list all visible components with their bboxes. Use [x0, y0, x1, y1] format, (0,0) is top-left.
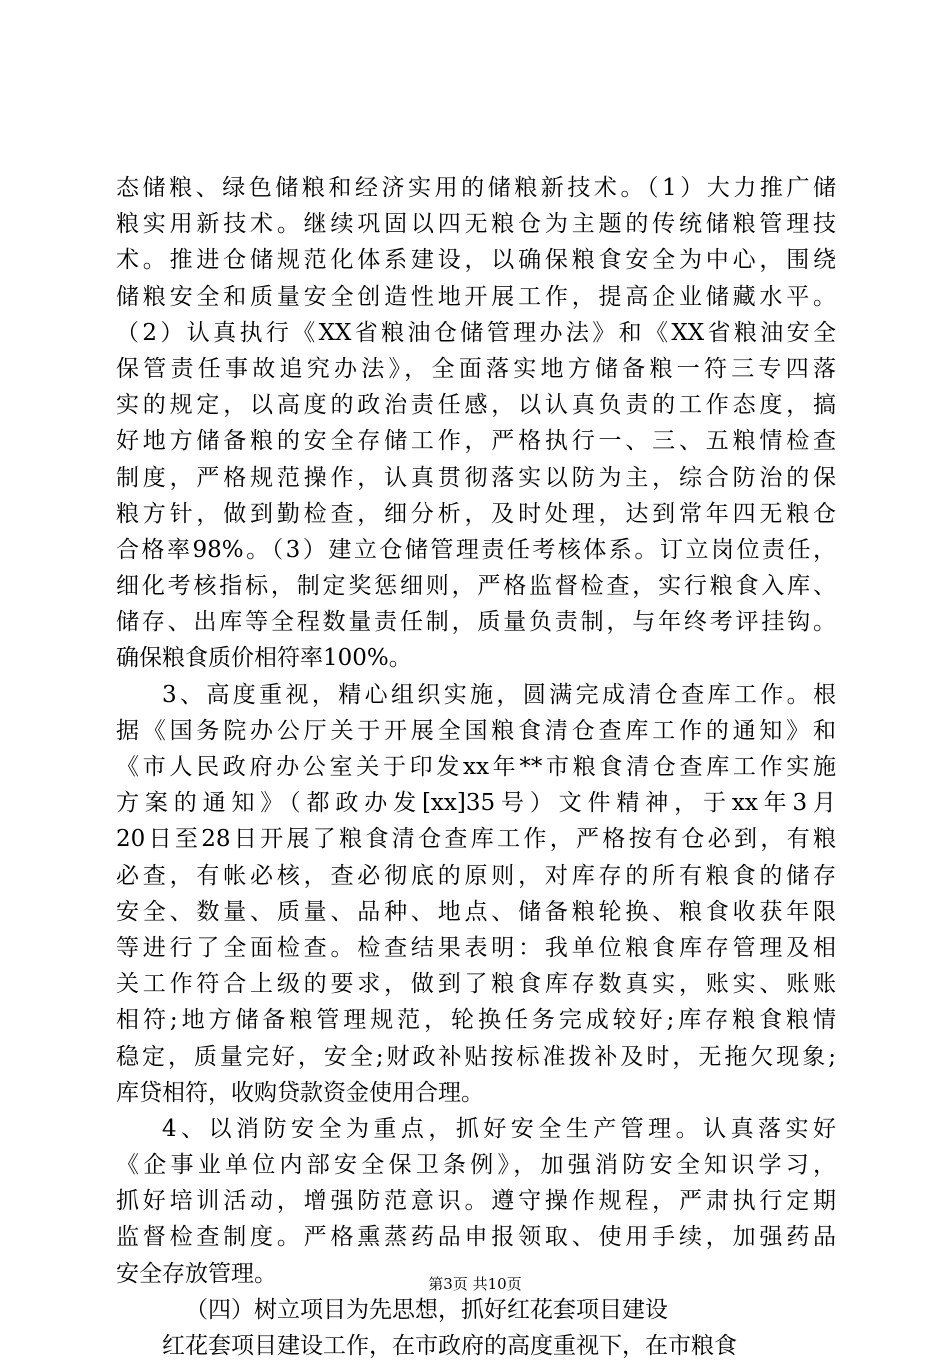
document-body: [116, 170, 836, 1364]
paragraph-start-line: 红花套项目建设工作，在市政府的高度重视下，在市粮食: [162, 1333, 737, 1359]
text-line: 粮方针，做到勤检查，细分析，及时处理，达到常年四无粮仓: [116, 500, 836, 527]
text-line: 保管责任事故追究办法》，全面落实地方储备粮一符三专四落: [116, 355, 836, 382]
text-line: 库贷相符，收购贷款资金使用合理。: [116, 1079, 484, 1106]
text-line: 稳定，质量完好，安全;财政补贴按标准拨补及时，无拖欠现象;: [116, 1043, 836, 1070]
text-line: 细化考核指标，制定奖惩细则，严格监督检查，实行粮食入库、: [116, 573, 836, 600]
text-line: 制度，严格规范操作，认真贯彻落实以防为主，综合防治的保: [116, 464, 836, 491]
paragraph-start-line: 3、高度重视，精心组织实施，圆满完成清仓查库工作。根: [162, 681, 836, 708]
text-line: 合格率98%。（3）建立仓储管理责任考核体系。订立岗位责任，: [116, 536, 836, 563]
section-heading: （四）树立项目为先思想，抓好红花套项目建设: [185, 1296, 668, 1323]
page-number: 第3页 共10页: [428, 1275, 522, 1293]
text-line: 等进行了全面检查。检查结果表明：我单位粮食库存管理及相: [116, 934, 836, 961]
text-line: 方案的通知》（都政办发[xx]35号）文件精神，于xx年3月: [116, 790, 836, 817]
text-line: 态储粮、绿色储粮和经济实用的储粮新技术。（1）大力推广储: [116, 175, 836, 201]
text-line: 20日至28日开展了粮食清仓查库工作，严格按有仓必到，有粮: [116, 826, 836, 853]
text-line: 抓好培训活动，增强防范意识。遵守操作规程，严肃执行定期: [116, 1188, 836, 1215]
text-line: 安全、数量、质量、品种、地点、储备粮轮换、粮食收获年限: [116, 898, 836, 925]
text-line: 术。推进仓储规范化体系建设，以确保粮食安全为中心，围绕: [116, 247, 836, 274]
text-line: 确保粮食质价相符率100%。: [116, 645, 412, 672]
text-line: 据《国务院办公厅关于开展全国粮食清仓查库工作的通知》和: [116, 717, 836, 744]
text-line: 相符;地方储备粮管理规范，轮换任务完成较好;库存粮食粮情: [116, 1007, 836, 1034]
text-line: 好地方储备粮的安全存储工作，严格执行一、三、五粮情检查: [116, 428, 836, 455]
text-line: 《企事业单位内部安全保卫条例》，加强消防安全知识学习，: [116, 1152, 836, 1179]
page-footer: [0, 1274, 950, 1294]
text-line: 监督检查制度。严格熏蒸药品申报领取、使用手续，加强药品: [116, 1224, 836, 1251]
text-line: 储存、出库等全程数量责任制，质量负责制，与年终考评挂钩。: [116, 609, 836, 636]
text-line: 实的规定，以高度的政治责任感，以认真负责的工作态度，搞: [116, 392, 836, 419]
text-line: （2）认真执行《XX省粮油仓储管理办法》和《XX省粮油安全: [116, 319, 836, 346]
text-line: 储粮安全和质量安全创造性地开展工作，提高企业储藏水平。: [116, 283, 836, 310]
paragraph-start-line: 4、以消防安全为重点，抓好安全生产管理。认真落实好: [162, 1115, 836, 1142]
text-line: 粮实用新技术。继续巩固以四无粮仓为主题的传统储粮管理技: [116, 211, 836, 238]
text-line: 必查，有帐必核，查必彻底的原则，对库存的所有粮食的储存: [116, 862, 836, 889]
text-line: 《市人民政府办公室关于印发xx年**市粮食清仓查库工作实施: [116, 754, 836, 780]
text-line: 安全存放管理。: [116, 1260, 277, 1287]
text-line: 关工作符合上级的要求，做到了粮食库存数真实，账实、账账: [116, 971, 836, 998]
